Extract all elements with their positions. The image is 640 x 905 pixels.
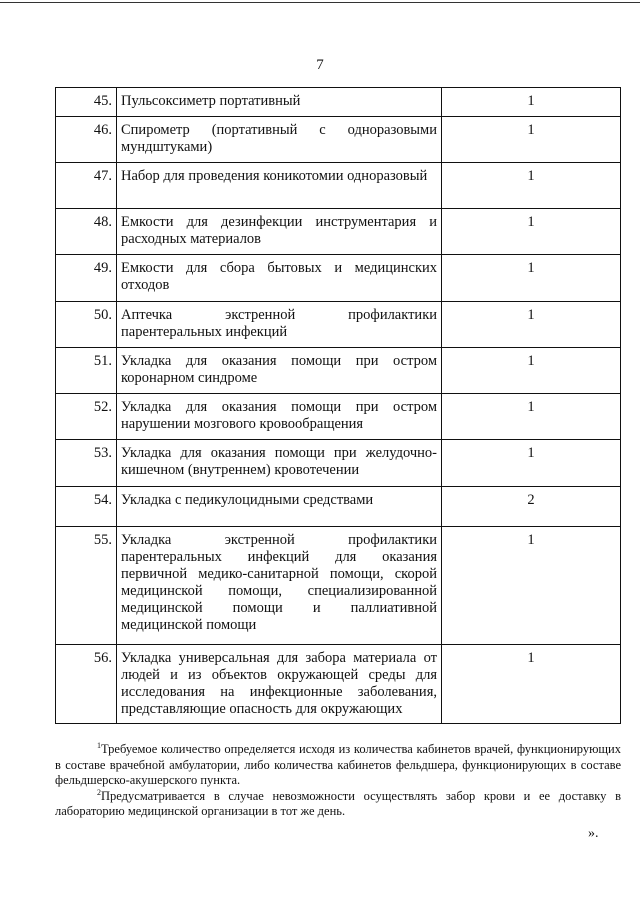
item-name: Укладка для оказания помощи при желудочно-кишечном (внутреннем) кровотечении	[117, 440, 442, 487]
item-name: Укладка экстренной профилактики парентеральных инфекций для оказания первичной медико-санитарной помощи, скорой медицинской помощи, специализированной медицинской помощи и паллиативной медицинской помощи	[117, 527, 442, 645]
footnotes	[55, 742, 621, 820]
item-quantity: 1	[442, 645, 621, 724]
item-name: Укладка для оказания помощи при остром коронарном синдроме	[117, 348, 442, 394]
row-number: 55.	[56, 527, 117, 645]
item-name: Набор для проведения коникотомии одноразовый	[117, 163, 442, 209]
item-quantity: 1	[442, 209, 621, 255]
item-name: Емкости для сбора бытовых и медицинских отходов	[117, 255, 442, 302]
table-row	[56, 440, 621, 487]
row-number: 45.	[56, 88, 117, 117]
item-name: Пульсоксиметр портативный	[117, 88, 442, 117]
table-row	[56, 209, 621, 255]
item-quantity: 1	[442, 440, 621, 487]
top-border-line	[0, 2, 640, 3]
equipment-table	[55, 87, 621, 724]
footnote-2	[55, 789, 621, 820]
row-number: 53.	[56, 440, 117, 487]
table-row	[56, 88, 621, 117]
row-number: 47.	[56, 163, 117, 209]
page-number: 7	[316, 57, 324, 73]
item-name: Емкости для дезинфекции инструментария и расходных материалов	[117, 209, 442, 255]
row-number: 51.	[56, 348, 117, 394]
item-quantity: 1	[442, 302, 621, 348]
table-row	[56, 645, 621, 724]
item-quantity: 1	[442, 394, 621, 440]
table-row	[56, 527, 621, 645]
item-name: Аптечка экстренной профилактики парентеральных инфекций	[117, 302, 442, 348]
item-quantity: 1	[442, 255, 621, 302]
closing-quote: ».	[588, 826, 599, 841]
item-quantity: 1	[442, 163, 621, 209]
footnote-1	[55, 742, 621, 789]
item-name: Укладка с педикулоцидными средствами	[117, 487, 442, 527]
row-number: 52.	[56, 394, 117, 440]
table-row	[56, 255, 621, 302]
table-row	[56, 394, 621, 440]
item-name: Спирометр (портативный с одноразовыми мундштуками)	[117, 117, 442, 163]
table-row	[56, 302, 621, 348]
item-quantity: 1	[442, 117, 621, 163]
item-name: Укладка для оказания помощи при остром нарушении мозгового кровообращения	[117, 394, 442, 440]
footnote-text: Предусматривается в случае невозможности осуществлять забор крови и ее доставку в лабораторию медицинской организации в тот же день.	[55, 788, 621, 818]
item-quantity: 1	[442, 527, 621, 645]
row-number: 56.	[56, 645, 117, 724]
row-number: 48.	[56, 209, 117, 255]
row-number: 49.	[56, 255, 117, 302]
row-number: 54.	[56, 487, 117, 527]
item-name: Укладка универсальная для забора материала от людей и из объектов окружающей среды для исследования на инфекционные заболевания, представляющие опасность для окружающих	[117, 645, 442, 724]
table-row	[56, 163, 621, 209]
footnote-text: Требуемое количество определяется исходя из количества кабинетов врачей, функционирующих в составе врачебной амбулатории, либо количества кабинетов фельдшера, функционирующих в составе фельдшерско-акушерского пункта.	[55, 742, 621, 787]
table-row	[56, 117, 621, 163]
table-row	[56, 487, 621, 527]
item-quantity: 1	[442, 88, 621, 117]
row-number: 50.	[56, 302, 117, 348]
footnote-mark: 2	[97, 787, 101, 797]
footnote-mark: 1	[97, 740, 101, 750]
table-row	[56, 348, 621, 394]
item-quantity: 1	[442, 348, 621, 394]
row-number: 46.	[56, 117, 117, 163]
item-quantity: 2	[442, 487, 621, 527]
